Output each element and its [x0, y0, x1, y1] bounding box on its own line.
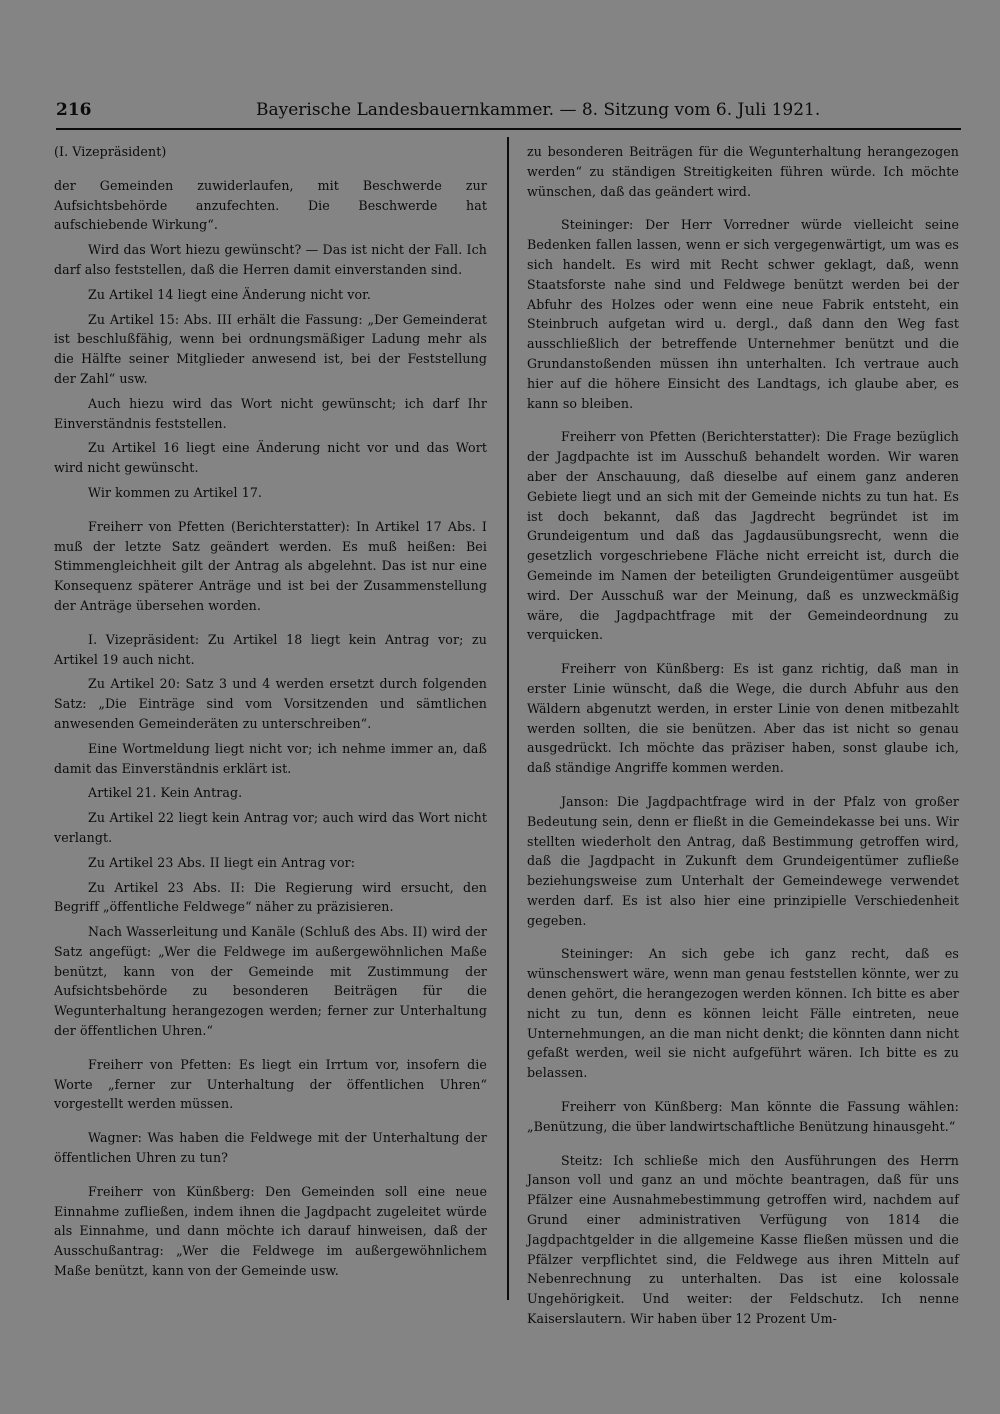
left-column-paragraph: Zu Artikel 23 Abs. II: Die Regierung wird ersucht, den Begriff „öffentliche Feldwege“ näher zu präzisieren. — [54, 879, 487, 915]
right-column-paragraph: Steininger: Der Herr Vorredner würde vielleicht seine Bedenken fallen lassen, wenn er sich vergegenwärtigt, um was es sich handelt. Es wird mit Recht schwer geklagt, daß, wenn Staatsforste nahe sind und Feldwege benützt werden bei der Abfuhr des Holzes oder wenn eine neue Fabrik entsteht, ein Steinbruch aufgetan wird u. dergl., daß dann den Weg fast ausschließlich der betreffende Unternehmer benützt und die Grundanstoßenden müssen ihn unterhalten. Ich vertraue auch hier auf die höhere Einsicht des Landtags, ich glaube aber, es kann so bleiben. — [527, 217, 959, 411]
right-column — [527, 142, 959, 1334]
left-column-paragraph: Freiherr von Künßberg: Den Gemeinden soll eine neue Einnahme zufließen, indem ihnen die Jagdpacht zugeleitet würde als Einnahme, und dann möchte ich darauf hinweisen, daß der Ausschußantrag: „Wer die Feldwege im außergewöhnlichem Maße benützt, kann von der Gemeinde usw. — [54, 1183, 487, 1279]
left-column-paragraph: Zu Artikel 14 liegt eine Änderung nicht vor. — [88, 286, 372, 302]
left-column-paragraph: Wird das Wort hiezu gewünscht? — Das ist nicht der Fall. Ich darf also feststellen, daß die Herren damit einverstanden sind. — [54, 242, 487, 277]
right-column-paragraph: Freiherr von Künßberg: Man könnte die Fassung wählen: „Benützung, die über landwirtschaftliche Benützung hinausgeht.“ — [527, 1099, 959, 1134]
page-number: 216 — [56, 100, 92, 120]
column-divider — [507, 137, 509, 1300]
right-column-paragraph: Janson: Die Jagdpachtfrage wird in der Pfalz von großer Bedeutung sein, denn er fließt in die Gemeindekasse bei uns. Wir stellten wiederholt den Antrag, daß Bestimmung getroffen wird, daß die Jagdpacht in Zukunft dem Grundeigentümer zufließe beziehungsweise zum Unterhalt der Gemeindewege verwendet werden darf. Es ist also hier eine prinzipielle Verschiedenheit gegeben. — [527, 793, 959, 928]
left-column-paragraph: Nach Wasserleitung und Kanäle (Schluß des Abs. II) wird der Satz angefügt: „Wer die Feldwege im außergewöhnlichen Maße benützt, kann von der Gemeinde mit Zustimmung der Aufsichtsbehörde zu besonderen Beiträgen für die Wegunterhaltung herangezogen werden; ferner zur Unterhaltung der öffentlichen Uhren.“ — [54, 924, 487, 1039]
left-column-paragraph: Auch hiezu wird das Wort nicht gewünscht; ich darf Ihr Einverständnis feststellen. — [54, 395, 487, 431]
right-column-paragraph: zu besonderen Beiträgen für die Wegunterhaltung herangezogen werden“ zu ständigen Streitigkeiten führen würde. Ich möchte wünschen, daß das geändert wird. — [527, 144, 959, 199]
left-column-paragraph: Freiherr von Pfetten (Berichterstatter): In Artikel 17 Abs. I muß der letzte Satz geändert werden. Es muß heißen: Bei Stimmengleichheit gilt der Antrag als abgelehnt. Das ist nur eine Konsequenz späterer Anträge und ist bei der Zusammenstellung der Anträge übersehen worden. — [54, 518, 487, 613]
running-title: Bayerische Landesbauernkammer. — 8. Sitzung vom 6. Juli 1921. — [256, 100, 821, 120]
left-column — [54, 142, 487, 1286]
left-column-paragraph: der Gemeinden zuwiderlaufen, mit Beschwerde zur Aufsichtsbehörde anzufechten. Die Beschwerde hat aufschiebende Wirkung“. — [54, 177, 487, 233]
right-column-paragraph: Steininger: An sich gebe ich ganz recht, daß es wünschenswert wäre, wenn man genau feststellen könnte, wer zu denen gehört, die herangezogen werden können. Ich bitte es aber nicht zu tun, denn es können leicht Fälle eintreten, neue Unternehmungen, an die man nicht denkt; die könnten dann nicht gefaßt werden, weil sie nicht aufgeführt wären. Ich bitte es zu belassen. — [527, 946, 959, 1081]
left-column-paragraph: Eine Wortmeldung liegt nicht vor; ich nehme immer an, daß damit das Einverständnis erklärt ist. — [54, 740, 487, 776]
left-column-paragraph: Zu Artikel 22 liegt kein Antrag vor; auch wird das Wort nicht verlangt. — [54, 810, 487, 845]
left-column-paragraph: Zu Artikel 15: Abs. III erhält die Fassung: „Der Gemeinderat ist beschlußfähig, wenn bei ordnungsmäßiger Ladung mehr als die Hälfte seiner Mitglieder anwesend ist, bei der Feststellung der Zahl“ usw. — [54, 311, 487, 386]
left-column-paragraph: Artikel 21. Kein Antrag. — [88, 785, 243, 801]
left-column-paragraph: Wagner: Was haben die Feldwege mit der Unterhaltung der öffentlichen Uhren zu tun? — [54, 1130, 487, 1166]
left-column-paragraph: Zu Artikel 20: Satz 3 und 4 werden ersetzt durch folgenden Satz: „Die Einträge sind vom Vorsitzenden und sämtlichen anwesenden Gemeinderäten zu unterschreiben“. — [54, 676, 487, 731]
left-column-paragraph: (I. Vizepräsident) — [54, 144, 167, 159]
right-column-paragraph: Steitz: Ich schließe mich den Ausführungen des Herrn Janson voll und ganz an und möchte beantragen, daß für uns Pfälzer eine Ausnahmebestimmung getroffen wird, nachdem auf Grund einer administrativen Verfügung von 1814 die Jagdpachtgelder in die allgemeine Kasse fließen müssen und die Pfälzer verpflichtet sind, die Feldwege aus ihren Mitteln auf Nebenrechnung zu unterhalten. Das ist eine kolossale Ungehörigkeit. Und weiter: der Feldschutz. Ich nenne Kaiserslautern. Wir haben über 12 Prozent Um- — [527, 1152, 959, 1327]
right-column-paragraph: Freiherr von Künßberg: Es ist ganz richtig, daß man in erster Linie wünscht, daß die Wege, die durch Abfuhr aus den Wäldern abgenutzt werden, in erster Linie von denen mitbezahlt werden sollten, die sie benützen. Aber das ist nicht so genau ausgedrückt. Ich möchte das präziser haben, sonst glaube ich, daß ständige Angriffe kommen werden. — [527, 661, 959, 776]
left-column-paragraph: Zu Artikel 16 liegt eine Änderung nicht vor und das Wort wird nicht gewünscht. — [54, 440, 487, 476]
left-column-paragraph: I. Vizepräsident: Zu Artikel 18 liegt kein Antrag vor; zu Artikel 19 auch nicht. — [54, 631, 487, 667]
right-column-paragraph: Freiherr von Pfetten (Berichterstatter): Die Frage bezüglich der Jagdpachte ist im Ausschuß behandelt worden. Wir waren aber der Anschauung, daß dieselbe auf einem ganz anderen Gebiete liegt und an sich mit der Gemeinde nichts zu tun hat. Es ist doch bekannt, daß das Jagdrecht begründet ist im Grundeigentum und daß das Jagdausübungsrecht, wenn die gesetzlich vorgeschriebene Fläche nicht erreicht ist, durch die Gemeinde im Namen der beteiligten Grundeigentümer ausgeübt wird. Der Ausschuß war der Meinung, daß es unzweckmäßig wäre, die Jagdpachtfrage mit der Gemeindeordnung zu verquicken. — [527, 429, 959, 643]
left-column-paragraph: Freiherr von Pfetten: Es liegt ein Irrtum vor, insofern die Worte „ferner zur Unterhaltung der öffentlichen Uhren“ vorgestellt werden müssen. — [54, 1056, 487, 1112]
left-column-paragraph: Zu Artikel 23 Abs. II liegt ein Antrag vor: — [88, 854, 356, 870]
page-header — [56, 100, 961, 130]
left-column-paragraph: Wir kommen zu Artikel 17. — [88, 484, 263, 500]
